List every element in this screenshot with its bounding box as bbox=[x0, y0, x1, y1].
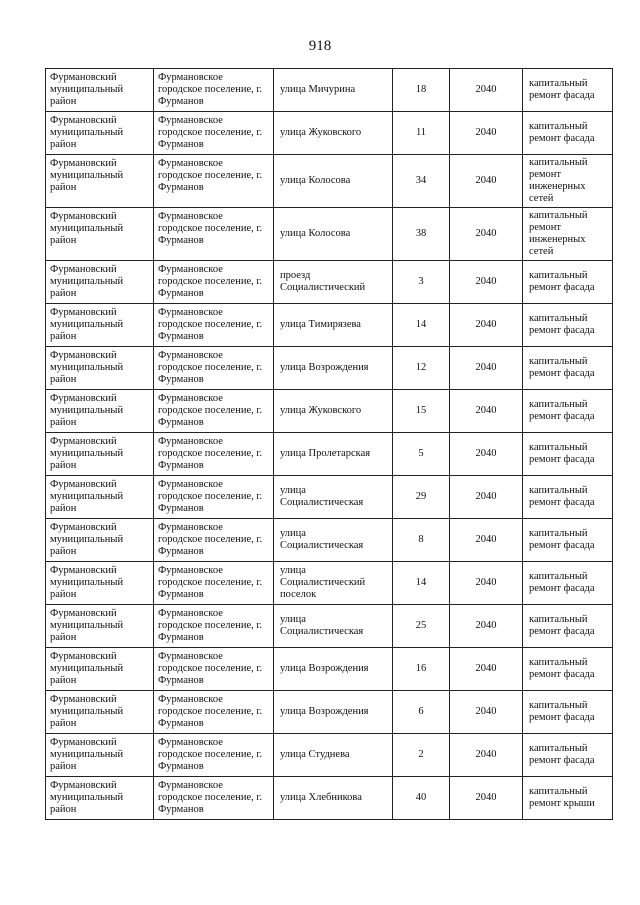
street-cell: улица Возрождения bbox=[274, 347, 393, 390]
district-cell: Фурмановский муниципальный район bbox=[46, 433, 154, 476]
settlement-cell: Фурмановское городское поселение, г. Фурманов bbox=[154, 691, 274, 734]
house-number-cell: 6 bbox=[393, 691, 450, 734]
house-number-cell: 14 bbox=[393, 562, 450, 605]
year-cell: 2040 bbox=[450, 208, 523, 261]
district-cell: Фурмановский муниципальный район bbox=[46, 691, 154, 734]
house-number-cell: 12 bbox=[393, 347, 450, 390]
district-cell: Фурмановский муниципальный район bbox=[46, 476, 154, 519]
district-cell: Фурмановский муниципальный район bbox=[46, 648, 154, 691]
street-cell: улица Пролетарская bbox=[274, 433, 393, 476]
house-number-cell: 40 bbox=[393, 777, 450, 820]
year-cell: 2040 bbox=[450, 304, 523, 347]
work-type-cell: капитальный ремонт фасада bbox=[523, 734, 613, 777]
work-type-cell: капитальный ремонт фасада bbox=[523, 519, 613, 562]
work-type-cell: капитальный ремонт фасада bbox=[523, 261, 613, 304]
page-number: 918 bbox=[308, 38, 332, 54]
house-number-cell: 29 bbox=[393, 476, 450, 519]
district-cell: Фурмановский муниципальный район bbox=[46, 69, 154, 112]
district-cell: Фурмановский муниципальный район bbox=[46, 208, 154, 261]
year-cell: 2040 bbox=[450, 112, 523, 155]
year-cell: 2040 bbox=[450, 390, 523, 433]
year-cell: 2040 bbox=[450, 648, 523, 691]
table-row bbox=[46, 155, 613, 208]
table-row bbox=[46, 562, 613, 605]
table-body bbox=[46, 69, 613, 820]
table-row bbox=[46, 519, 613, 562]
table-row bbox=[46, 112, 613, 155]
settlement-cell: Фурмановское городское поселение, г. Фурманов bbox=[154, 476, 274, 519]
street-cell: улица Социалистическая bbox=[274, 605, 393, 648]
year-cell: 2040 bbox=[450, 519, 523, 562]
street-cell: проезд Социалистический bbox=[274, 261, 393, 304]
district-cell: Фурмановский муниципальный район bbox=[46, 347, 154, 390]
table-row bbox=[46, 347, 613, 390]
table-row bbox=[46, 476, 613, 519]
table-row bbox=[46, 648, 613, 691]
settlement-cell: Фурмановское городское поселение, г. Фурманов bbox=[154, 304, 274, 347]
settlement-cell: Фурмановское городское поселение, г. Фурманов bbox=[154, 261, 274, 304]
work-type-cell: капитальный ремонт крыши bbox=[523, 777, 613, 820]
work-type-cell: капитальный ремонт фасада bbox=[523, 648, 613, 691]
house-number-cell: 2 bbox=[393, 734, 450, 777]
street-cell: улица Студнева bbox=[274, 734, 393, 777]
year-cell: 2040 bbox=[450, 476, 523, 519]
street-cell: улица Социалистический поселок bbox=[274, 562, 393, 605]
settlement-cell: Фурмановское городское поселение, г. Фурманов bbox=[154, 347, 274, 390]
year-cell: 2040 bbox=[450, 777, 523, 820]
work-type-cell: капитальный ремонт фасада bbox=[523, 433, 613, 476]
settlement-cell: Фурмановское городское поселение, г. Фурманов bbox=[154, 519, 274, 562]
table-row bbox=[46, 777, 613, 820]
year-cell: 2040 bbox=[450, 734, 523, 777]
street-cell: улица Мичурина bbox=[274, 69, 393, 112]
table-row bbox=[46, 208, 613, 261]
street-cell: улица Возрождения bbox=[274, 691, 393, 734]
work-type-cell: капитальный ремонт фасада bbox=[523, 691, 613, 734]
house-number-cell: 34 bbox=[393, 155, 450, 208]
house-number-cell: 16 bbox=[393, 648, 450, 691]
year-cell: 2040 bbox=[450, 69, 523, 112]
table-row bbox=[46, 605, 613, 648]
year-cell: 2040 bbox=[450, 691, 523, 734]
work-type-cell: капитальный ремонт фасада bbox=[523, 347, 613, 390]
table-row bbox=[46, 433, 613, 476]
street-cell: улица Социалистическая bbox=[274, 519, 393, 562]
street-cell: улица Возрождения bbox=[274, 648, 393, 691]
work-type-cell: капитальный ремонт инженерных сетей bbox=[523, 155, 613, 208]
settlement-cell: Фурмановское городское поселение, г. Фурманов bbox=[154, 605, 274, 648]
street-cell: улица Колосова bbox=[274, 155, 393, 208]
year-cell: 2040 bbox=[450, 347, 523, 390]
house-number-cell: 38 bbox=[393, 208, 450, 261]
work-type-cell: капитальный ремонт фасада bbox=[523, 112, 613, 155]
street-cell: улица Тимирязева bbox=[274, 304, 393, 347]
street-cell: улица Колосова bbox=[274, 208, 393, 261]
street-cell: улица Жуковского bbox=[274, 390, 393, 433]
work-type-cell: капитальный ремонт фасада bbox=[523, 304, 613, 347]
table-row bbox=[46, 261, 613, 304]
table-row bbox=[46, 734, 613, 777]
house-number-cell: 8 bbox=[393, 519, 450, 562]
year-cell: 2040 bbox=[450, 261, 523, 304]
house-number-cell: 3 bbox=[393, 261, 450, 304]
street-cell: улица Социалистическая bbox=[274, 476, 393, 519]
house-number-cell: 11 bbox=[393, 112, 450, 155]
district-cell: Фурмановский муниципальный район bbox=[46, 112, 154, 155]
house-number-cell: 14 bbox=[393, 304, 450, 347]
house-number-cell: 18 bbox=[393, 69, 450, 112]
year-cell: 2040 bbox=[450, 433, 523, 476]
work-type-cell: капитальный ремонт фасада bbox=[523, 562, 613, 605]
table-row bbox=[46, 691, 613, 734]
work-type-cell: капитальный ремонт фасада bbox=[523, 476, 613, 519]
house-number-cell: 25 bbox=[393, 605, 450, 648]
district-cell: Фурмановский муниципальный район bbox=[46, 519, 154, 562]
year-cell: 2040 bbox=[450, 605, 523, 648]
settlement-cell: Фурмановское городское поселение, г. Фурманов bbox=[154, 433, 274, 476]
settlement-cell: Фурмановское городское поселение, г. Фурманов bbox=[154, 648, 274, 691]
settlement-cell: Фурмановское городское поселение, г. Фурманов bbox=[154, 69, 274, 112]
work-type-cell: капитальный ремонт фасада bbox=[523, 69, 613, 112]
district-cell: Фурмановский муниципальный район bbox=[46, 304, 154, 347]
house-number-cell: 15 bbox=[393, 390, 450, 433]
district-cell: Фурмановский муниципальный район bbox=[46, 155, 154, 208]
district-cell: Фурмановский муниципальный район bbox=[46, 390, 154, 433]
house-number-cell: 5 bbox=[393, 433, 450, 476]
settlement-cell: Фурмановское городское поселение, г. Фурманов bbox=[154, 777, 274, 820]
district-cell: Фурмановский муниципальный район bbox=[46, 562, 154, 605]
settlement-cell: Фурмановское городское поселение, г. Фурманов bbox=[154, 562, 274, 605]
street-cell: улица Хлебникова bbox=[274, 777, 393, 820]
year-cell: 2040 bbox=[450, 562, 523, 605]
work-type-cell: капитальный ремонт фасада bbox=[523, 605, 613, 648]
settlement-cell: Фурмановское городское поселение, г. Фурманов bbox=[154, 155, 274, 208]
street-cell: улица Жуковского bbox=[274, 112, 393, 155]
repair-schedule-table bbox=[45, 68, 613, 820]
settlement-cell: Фурмановское городское поселение, г. Фурманов bbox=[154, 112, 274, 155]
table-row bbox=[46, 304, 613, 347]
work-type-cell: капитальный ремонт фасада bbox=[523, 390, 613, 433]
district-cell: Фурмановский муниципальный район bbox=[46, 777, 154, 820]
settlement-cell: Фурмановское городское поселение, г. Фурманов bbox=[154, 390, 274, 433]
district-cell: Фурмановский муниципальный район bbox=[46, 261, 154, 304]
year-cell: 2040 bbox=[450, 155, 523, 208]
settlement-cell: Фурмановское городское поселение, г. Фурманов bbox=[154, 208, 274, 261]
district-cell: Фурмановский муниципальный район bbox=[46, 734, 154, 777]
table-row bbox=[46, 69, 613, 112]
settlement-cell: Фурмановское городское поселение, г. Фурманов bbox=[154, 734, 274, 777]
table-row bbox=[46, 390, 613, 433]
work-type-cell: капитальный ремонт инженерных сетей bbox=[523, 208, 613, 261]
district-cell: Фурмановский муниципальный район bbox=[46, 605, 154, 648]
